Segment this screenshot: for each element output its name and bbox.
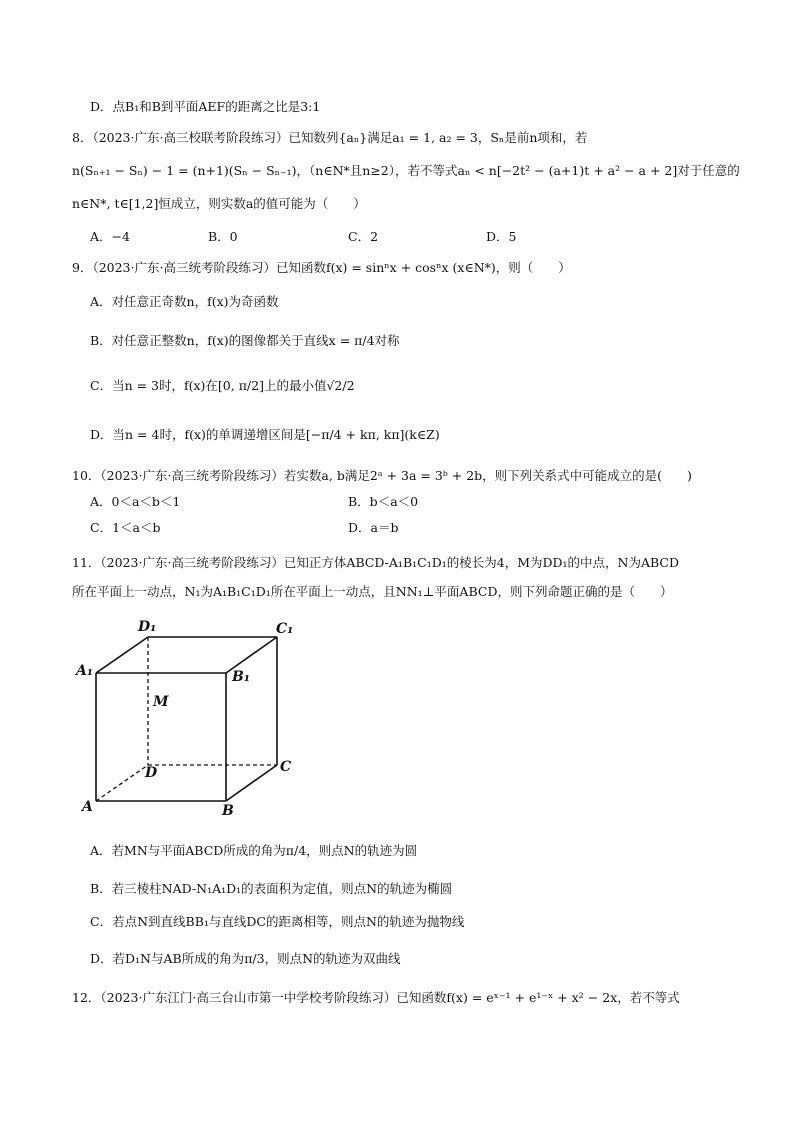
edge-a1-d1: [96, 637, 148, 673]
label-b: B: [222, 803, 234, 819]
label-a: A: [82, 799, 93, 815]
q10-option-a: A．0＜a＜b＜1: [90, 494, 181, 509]
edge-a-d-hidden: [96, 765, 148, 801]
q8-option-a: A．−4: [90, 229, 130, 244]
q9-option-a: A．对任意正奇数n，f(x)为奇函数: [90, 294, 279, 309]
q10-option-c: C．1＜a＜b: [90, 520, 161, 535]
q9-option-b: B．对任意正整数n，f(x)的图像都关于直线x = π/4对称: [90, 333, 400, 348]
label-m: M: [153, 694, 169, 710]
question-11-stem-line-1: 11．（2023·广东·高三统考阶段练习）已知正方体ABCD-A₁B₁C₁D₁的棱长为4，M为DD₁的中点，N为ABCD: [72, 555, 680, 570]
q10-option-d: D．a＝b: [348, 520, 399, 535]
question-12-stem: 12．（2023·广东江门·高三台山市第一中学校考阶段练习）已知函数f(x) = eˣ⁻¹ + e¹⁻ˣ + x² − 2x，若不等式: [72, 990, 680, 1005]
label-c: C: [280, 759, 292, 775]
question-9-stem: 9．（2023·广东·高三统考阶段练习）已知函数f(x) = sinⁿx + cosⁿx (x∈N*)，则（ ）: [72, 260, 571, 275]
question-8-stem-line-2: n(Sₙ₊₁ − Sₙ) − 1 = (n+1)(Sₙ − Sₙ₋₁)，（n∈N*且n≥2），若不等式aₙ < n[−2t² − (a+1)t + a² − a + 2]对于任意的: [72, 163, 740, 178]
label-c1: C₁: [276, 621, 294, 637]
question-8-stem-line-3: n∈N*, t∈[1,2]恒成立，则实数a的值可能为（ ）: [72, 196, 366, 211]
edge-b-c: [226, 765, 277, 801]
q7-option-d: D．点B₁和B到平面AEF的距离之比是3:1: [90, 99, 321, 114]
q8-option-b: B．0: [208, 229, 238, 244]
q8-option-c: C．2: [348, 229, 379, 244]
q9-option-d: D．当n = 4时，f(x)的单调递增区间是[−π/4 + kπ, kπ](k∈Z): [90, 427, 440, 442]
q11-option-d: D．若D₁N与AB所成的角为π/3，则点N的轨迹为双曲线: [90, 951, 401, 966]
label-d1: D₁: [138, 619, 157, 635]
label-b1: B₁: [232, 669, 250, 685]
question-10-stem: 10．（2023·广东·高三统考阶段练习）若实数a, b满足2ᵃ + 3a = 3ᵇ + 2b，则下列关系式中可能成立的是( ): [72, 468, 692, 483]
edge-b1-c1: [226, 637, 277, 673]
q11-option-c: C．若点N到直线BB₁与直线DC的距离相等，则点N的轨迹为抛物线: [90, 914, 465, 929]
question-11-stem-line-2: 所在平面上一动点，N₁为A₁B₁C₁D₁所在平面上一动点，且NN₁⊥平面ABCD，则下列命题正确的是（ ）: [72, 584, 673, 599]
q10-option-b: B．b＜a＜0: [348, 494, 419, 509]
label-a1: A₁: [76, 663, 93, 679]
q9-option-c: C．当n = 3时，f(x)在[0, π/2]上的最小值√2/2: [90, 378, 355, 393]
q8-option-d: D．5: [486, 229, 517, 244]
question-8-stem-line-1: 8．（2023·广东·高三校联考阶段练习）已知数列{aₙ}满足a₁ = 1, a₂ = 3，Sₙ是前n项和，若: [72, 130, 588, 145]
label-d: D: [145, 765, 158, 781]
q11-option-b: B．若三棱柱NAD-N₁A₁D₁的表面积为定值，则点N的轨迹为椭圆: [90, 881, 453, 896]
q11-option-a: A．若MN与平面ABCD所成的角为π/4，则点N的轨迹为圆: [90, 843, 418, 858]
